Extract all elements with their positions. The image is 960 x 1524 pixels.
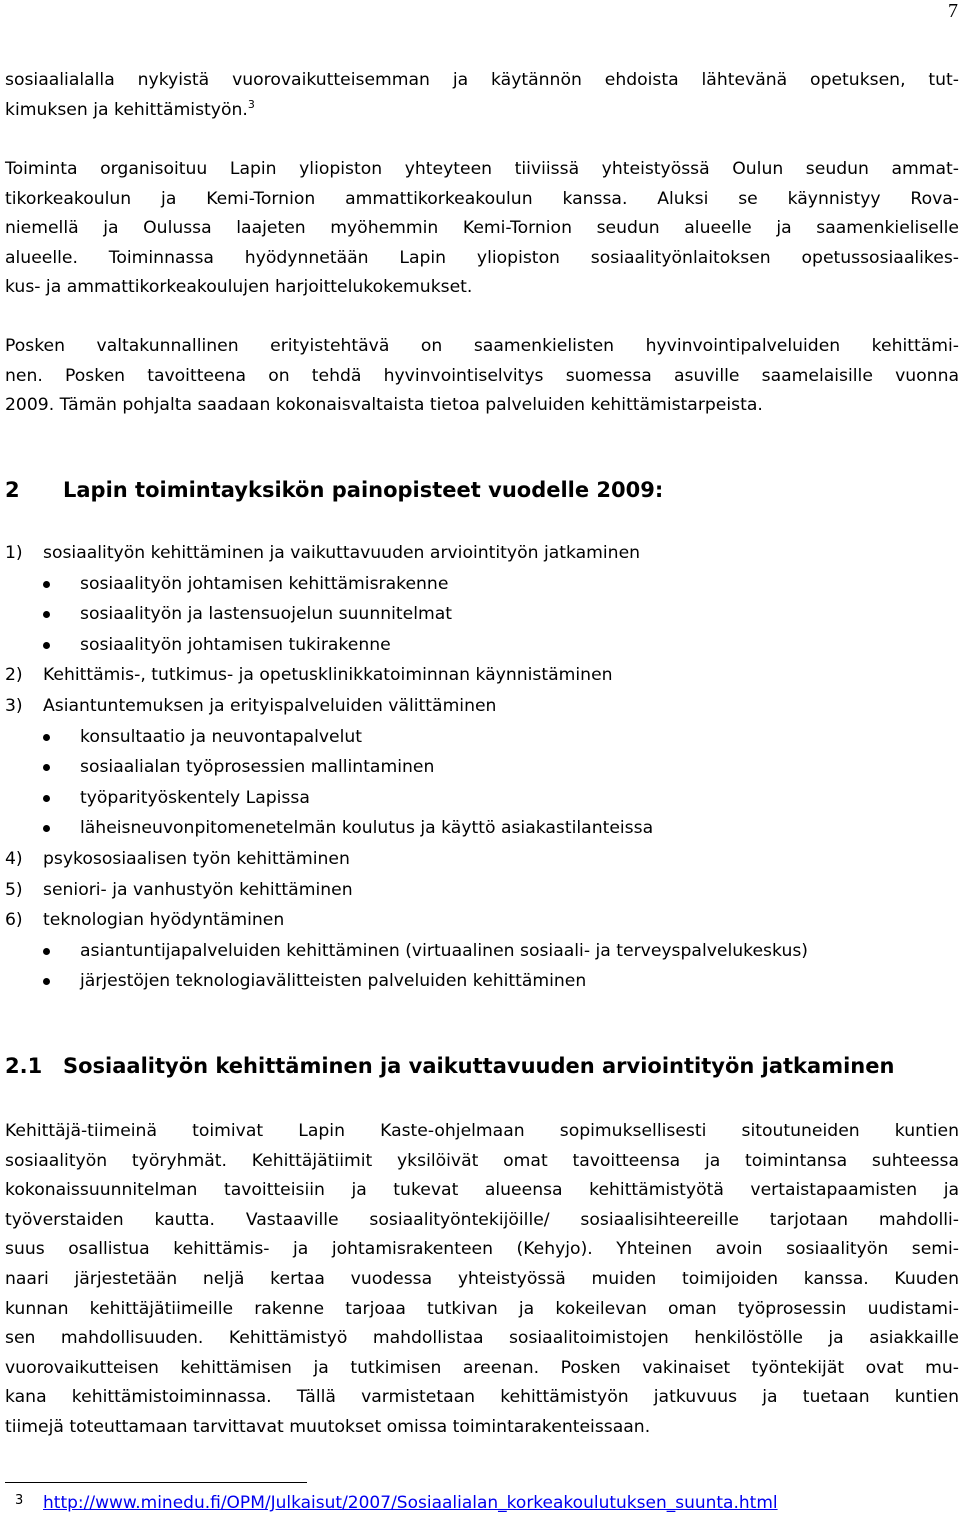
item-number: 5) xyxy=(5,879,23,900)
bullet-item xyxy=(5,630,955,661)
priority-list xyxy=(5,538,955,997)
item-text: järjestöjen teknologiavälitteisten palveluiden kehittäminen xyxy=(80,971,587,992)
bullet-icon xyxy=(43,642,50,649)
intro-paragraph xyxy=(5,66,959,125)
section-heading-2-1 xyxy=(5,1053,894,1079)
item-text: sosiaalityön johtamisen kehittämisrakenne xyxy=(80,573,449,594)
footnote-separator xyxy=(5,1482,307,1483)
item-number: 1) xyxy=(5,543,23,563)
bullet-item xyxy=(5,783,955,814)
paragraph-development-teams xyxy=(5,1117,959,1443)
item-number: 3) xyxy=(5,695,23,716)
item-text: teknologian hyödyntäminen xyxy=(43,910,285,931)
paragraph-line: kana kehittämistoiminnassa. Tällä varmistetaan kehittämistyön jatkuvuus ja tuetaan kuntien xyxy=(5,1387,959,1408)
item-text: sosiaalityön johtamisen tukirakenne xyxy=(80,634,391,655)
bullet-item xyxy=(5,722,955,753)
paragraph-line: vuorovaikutteisen kehittämisen ja tutkimisen areenan. Posken vakinaiset työntekijät ovat mu- xyxy=(5,1357,959,1378)
paragraph-line: sen mahdollisuuden. Kehittämistyö mahdollistaa sosiaalitoimistojen henkilöstölle ja asiakkaille xyxy=(5,1328,959,1349)
paragraph-national-task xyxy=(5,332,959,421)
page-number: 7 xyxy=(948,0,958,22)
section-heading-2 xyxy=(5,477,663,503)
bullet-icon xyxy=(43,795,50,802)
bullet-item xyxy=(5,813,955,844)
numbered-item xyxy=(5,844,955,875)
item-text: työparityöskentely Lapissa xyxy=(80,787,310,808)
item-text: seniori- ja vanhustyön kehittäminen xyxy=(43,879,353,900)
item-text: sosiaalityön ja lastensuojelun suunnitelmat xyxy=(80,604,452,625)
bullet-icon xyxy=(43,948,50,955)
item-text: läheisneuvonpitomenetelmän koulutus ja käyttö asiakastilanteissa xyxy=(80,818,654,839)
paragraph-line: kunnan kehittäjätiimeille rakenne tarjoaa tutkivan ja kokeilevan oman työprosessin uudistami- xyxy=(5,1298,959,1319)
bullet-icon xyxy=(43,978,50,985)
item-text: Asiantuntemuksen ja erityispalveluiden välittäminen xyxy=(43,695,497,716)
numbered-item xyxy=(5,538,955,569)
paragraph-line: niemellä ja Oulussa laajeten myöhemmin Kemi-Tornion seudun alueelle ja saamenkieliselle xyxy=(5,218,959,239)
paragraph-line: sosiaalityön työryhmät. Kehittäjätiimit yksilöivät omat tavoitteensa ja toimintansa suhteessa xyxy=(5,1150,959,1171)
bullet-icon xyxy=(43,825,50,832)
footnote: 3 http://www.minedu.fi/OPM/Julkaisut/2007/Sosiaalialan_korkeakoulutuksen_suunta.html xyxy=(15,1493,778,1513)
numbered-item xyxy=(5,875,955,906)
item-number: 2) xyxy=(5,665,23,686)
paragraph-line: kokonaissuunnitelman tavoitteisiin ja tukevat alueensa kehittämistyötä vertaistapaamisten ja xyxy=(5,1180,959,1201)
paragraph-line: alueelle. Toiminnassa hyödynnetään Lapin yliopiston sosiaalityönlaitoksen opetussosiaalikes- xyxy=(5,247,959,268)
paragraph-line: Posken valtakunnallinen erityistehtävä on saamenkielisten hyvinvointipalveluiden kehittämi- xyxy=(5,336,959,356)
item-text: psykososiaalisen työn kehittäminen xyxy=(43,848,350,869)
paragraph-line: tiimejä toteuttamaan tarvittavat muutokset omissa toimintarakenteissaan. xyxy=(5,1416,651,1437)
paragraph-line: tikorkeakoulun ja Kemi-Tornion ammattikorkeakoulun kanssa. Aluksi se käynnistyy Rova- xyxy=(5,188,959,209)
paragraph-organisation xyxy=(5,155,959,303)
numbered-item xyxy=(5,905,955,936)
item-number: 4) xyxy=(5,848,23,869)
footnote-reference[interactable]: 3 xyxy=(247,97,255,111)
footnote-link[interactable]: http://www.minedu.fi/OPM/Julkaisut/2007/Sosiaalialan_korkeakoulutuksen_suunta.html xyxy=(43,1493,778,1513)
bullet-icon xyxy=(43,764,50,771)
bullet-icon xyxy=(43,581,50,588)
paragraph-line: suus osallistua kehittämis- ja johtamisrakenteen (Kehyjo). Yhteinen avoin sosiaalityön semi- xyxy=(5,1239,959,1260)
section-title: Sosiaalityön kehittäminen ja vaikuttavuuden arviointityön jatkaminen xyxy=(63,1054,895,1078)
bullet-icon xyxy=(43,611,50,618)
bullet-item xyxy=(5,966,955,997)
paragraph-line: Kehittäjä-tiimeinä toimivat Lapin Kaste-ohjelmaan sopimuksellisesti sitoutuneiden kuntien xyxy=(5,1121,959,1141)
item-text: asiantuntijapalveluiden kehittäminen (virtuaalinen sosiaali- ja terveyspalvelukeskus) xyxy=(80,940,808,961)
section-title: Lapin toimintayksikön painopisteet vuodelle 2009: xyxy=(63,478,664,502)
item-text: sosiaalityön kehittäminen ja vaikuttavuuden arviointityön jatkaminen xyxy=(43,543,641,563)
item-text: sosiaalialan työprosessien mallintaminen xyxy=(80,757,435,778)
paragraph-line: Toiminta organisoituu Lapin yliopiston yhteyteen tiiviissä yhteistyössä Oulun seudun ammat- xyxy=(5,159,959,179)
section-number: 2 xyxy=(5,478,20,502)
bullet-item xyxy=(5,752,955,783)
numbered-item xyxy=(5,660,955,691)
intro-line-2: kimuksen ja kehittämistyön.$^3$ xyxy=(5,97,255,120)
item-text: Kehittämis-, tutkimus- ja opetusklinikkatoiminnan käynnistäminen xyxy=(43,665,613,686)
bullet-item xyxy=(5,569,955,600)
paragraph-line: 2009. Tämän pohjalta saadaan kokonaisvaltaista tietoa palveluiden kehittämistarpeista. xyxy=(5,395,763,416)
section-number: 2.1 xyxy=(5,1054,43,1078)
numbered-item xyxy=(5,691,955,722)
paragraph-line: naari järjestetään neljä kertaa vuodessa yhteistyössä muiden toimijoiden kanssa. Kuuden xyxy=(5,1268,959,1289)
paragraph-line: kus- ja ammattikorkeakoulujen harjoittelukokemukset. xyxy=(5,277,473,298)
bullet-item xyxy=(5,936,955,967)
bullet-icon xyxy=(43,734,50,741)
paragraph-line: työverstaiden kautta. Vastaaville sosiaalityöntekijöille/ sosiaalisihteereille tarjotaan mahdolli- xyxy=(5,1209,959,1230)
item-number: 6) xyxy=(5,910,23,931)
intro-line-1: sosiaalialalla nykyistä vuorovaikutteisemman ja käytännön ehdoista lähtevänä opetuksen, tut- xyxy=(5,70,959,90)
paragraph-line: nen. Posken tavoitteena on tehdä hyvinvointiselvitys suomessa asuville saamelaisille vuonna xyxy=(5,365,959,386)
bullet-item xyxy=(5,599,955,630)
item-text: konsultaatio ja neuvontapalvelut xyxy=(80,726,363,747)
